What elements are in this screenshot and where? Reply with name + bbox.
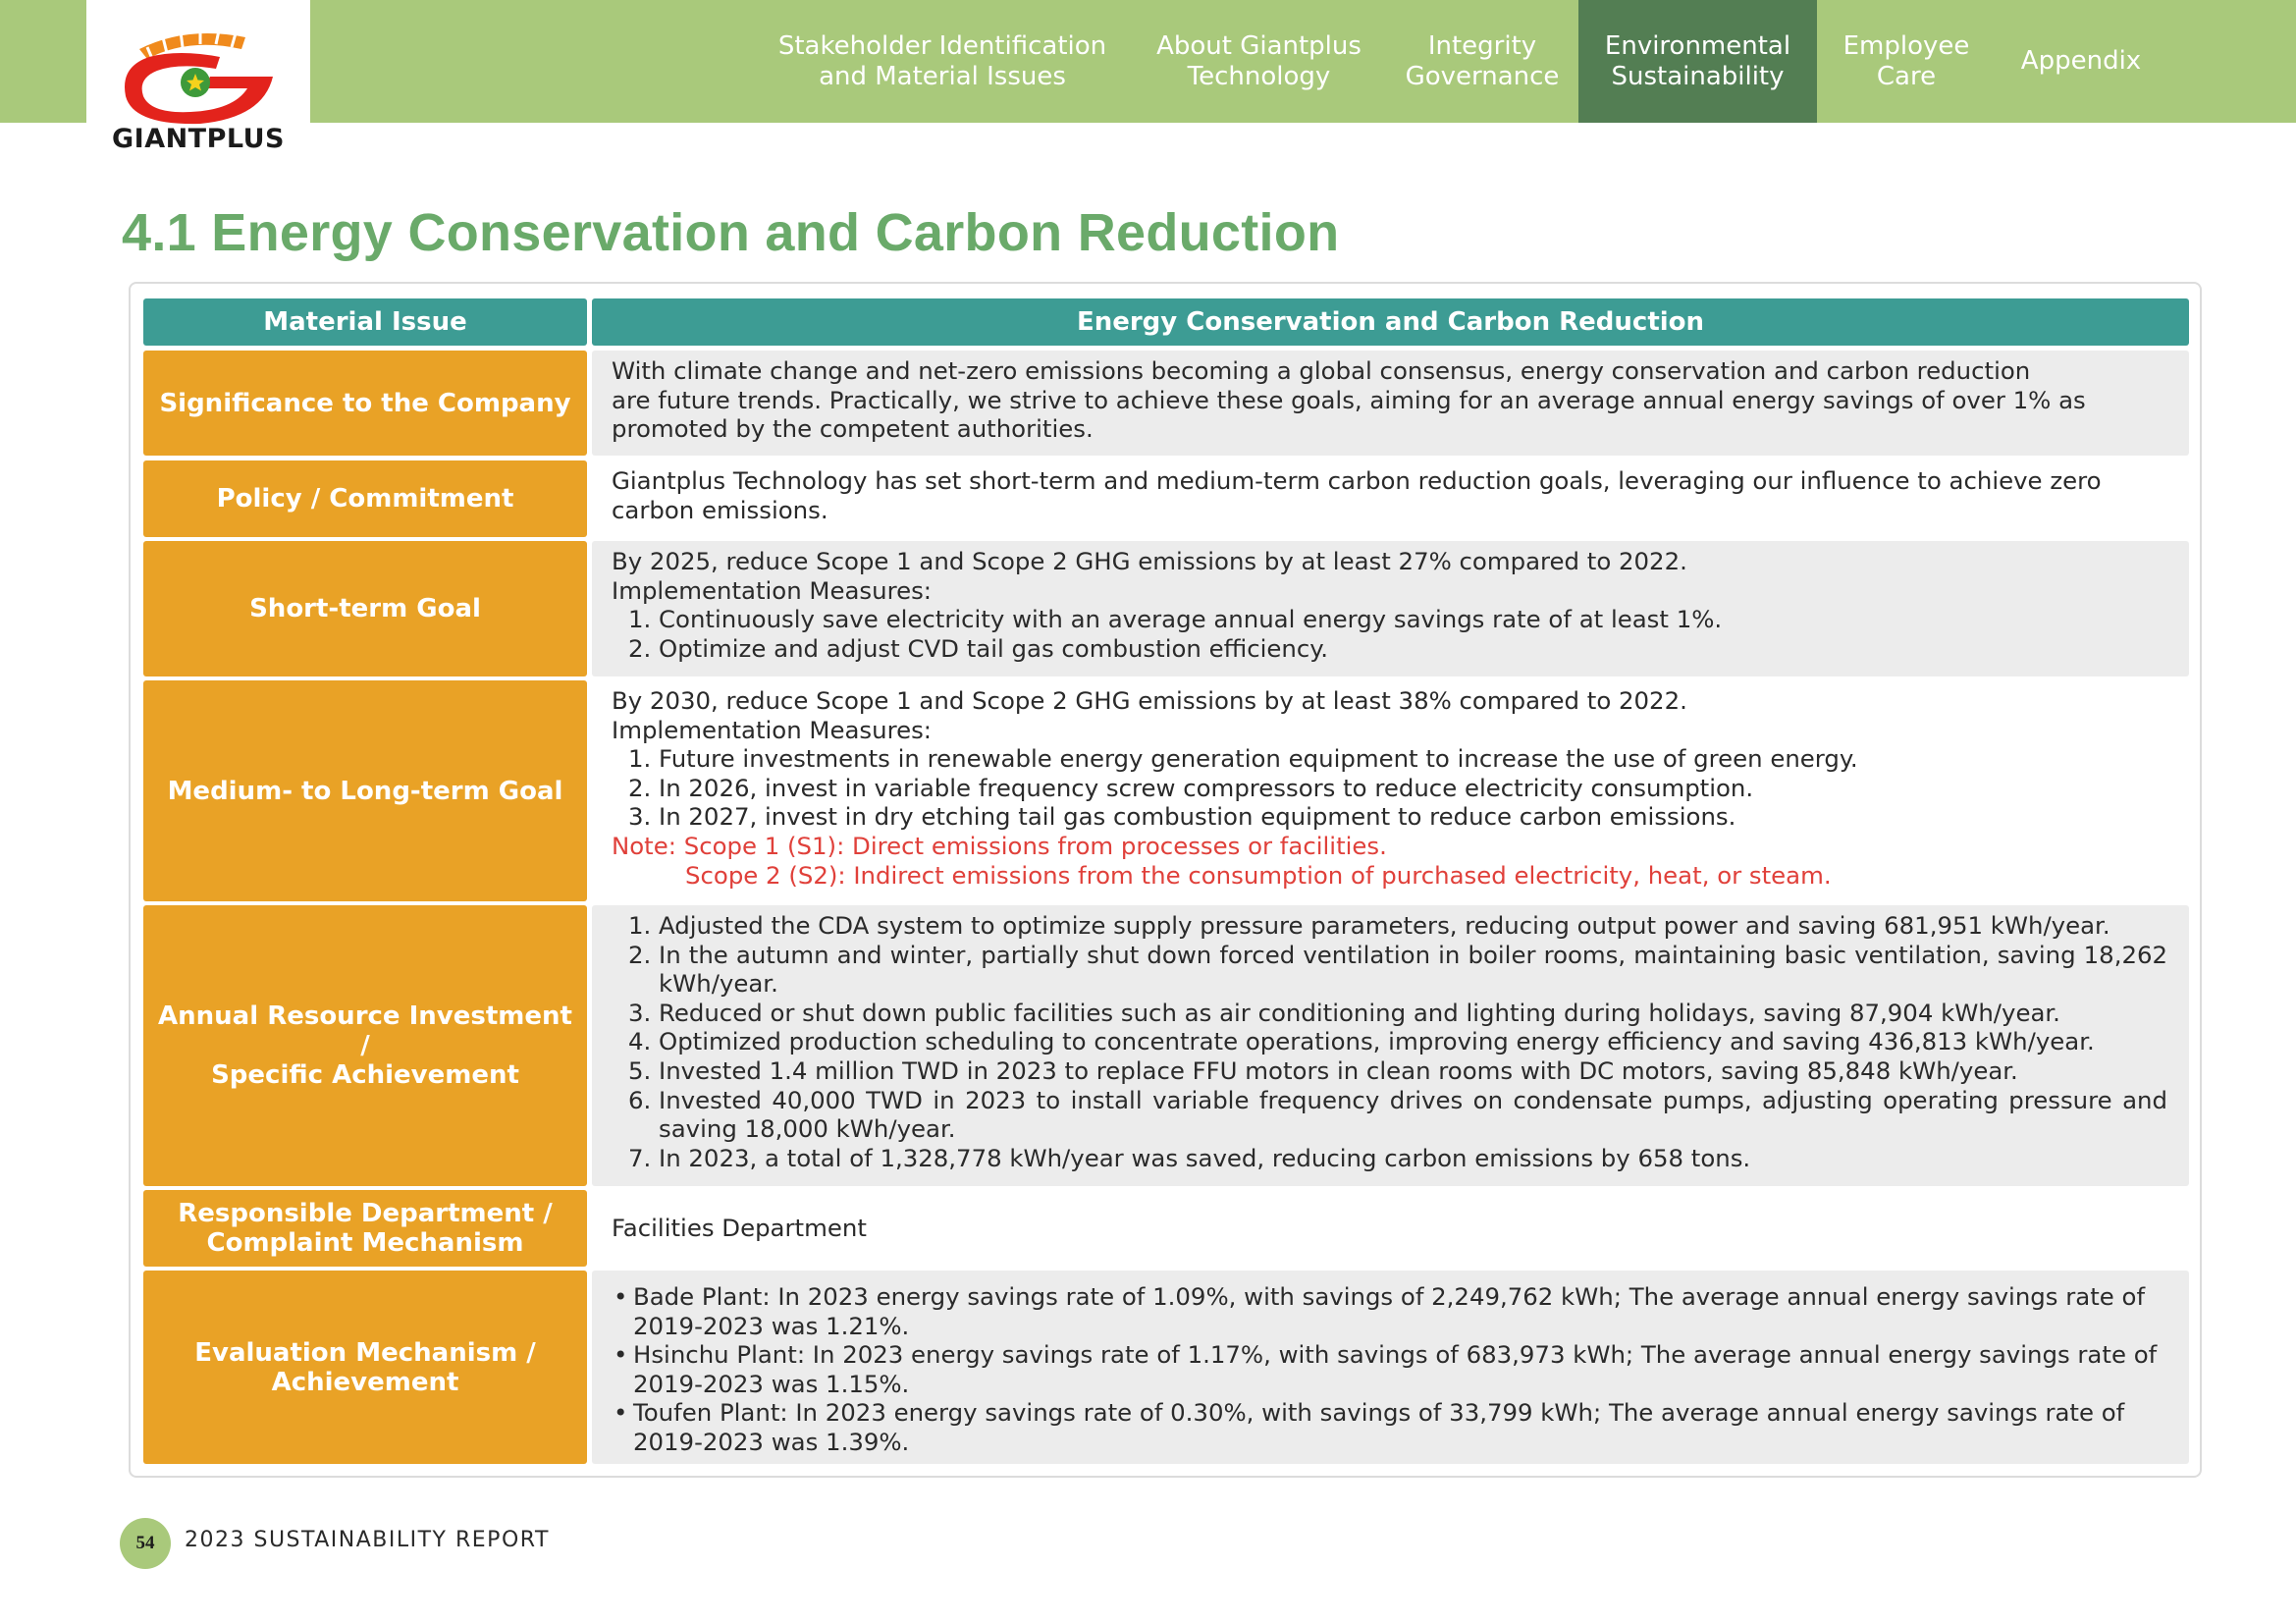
- content-line: Giantplus Technology has set short-term and medium-term carbon reduction goals, leveraging our influence to achieve zero: [612, 466, 2102, 495]
- nav-tab-integrity[interactable]: [1394, 0, 1571, 123]
- label-line: Annual Resource Investment /: [158, 1001, 572, 1060]
- logo-text: GIANTPLUS: [111, 124, 286, 154]
- nav-tab-employee[interactable]: [1828, 0, 1985, 123]
- report-title: 2023 SUSTAINABILITY REPORT: [185, 1528, 550, 1552]
- content-line: are future trends. Practically, we strive to achieve these goals, aiming for an average annual energy savings of over 1% as: [612, 385, 2086, 414]
- row-label-policy: Policy / Commitment: [143, 460, 587, 537]
- nav-label-line: Appendix: [2020, 46, 2142, 76]
- content-line: With climate change and net-zero emissions becoming a global consensus, energy conservation and carbon reduction: [612, 356, 2031, 385]
- list-item: 4. Optimized production scheduling to concentrate operations, improving energy efficiency and saving 436,813 kWh/year.: [659, 1027, 2167, 1056]
- list-item: 2. In the autumn and winter, partially shut down forced ventilation in boiler rooms, maintaining basic ventilation, saving 18,262 kWh/year.: [659, 941, 2167, 999]
- list-item: 7. In 2023, a total of 1,328,778 kWh/year was saved, reducing carbon emissions by 658 tons.: [659, 1144, 2167, 1173]
- giantplus-logo-icon: [118, 27, 280, 126]
- company-logo[interactable]: [86, 0, 310, 157]
- scope-note: Note: Scope 1 (S1): Direct emissions from processes or facilities.: [612, 831, 1387, 860]
- label-line: Evaluation Mechanism /: [194, 1337, 536, 1368]
- nav-label-line: Employee: [1842, 30, 1970, 61]
- page-number-badge: 54: [120, 1518, 171, 1569]
- goal-intro: By 2025, reduce Scope 1 and Scope 2 GHG emissions by at least 27% compared to 2022.: [612, 547, 1687, 575]
- row-content-annual: [592, 905, 2189, 1186]
- nav-label-line: Stakeholder Identification: [777, 30, 1107, 61]
- list-item: 1. Continuously save electricity with an average annual energy savings rate of at least 1%.: [659, 605, 2167, 634]
- nav-label-line: Care: [1876, 61, 1937, 91]
- nav-tab-stakeholder[interactable]: [775, 0, 1109, 123]
- label-line: Achievement: [271, 1367, 459, 1397]
- list-item: • Hsinchu Plant: In 2023 energy savings rate of 1.17%, with savings of 683,973 kWh; The average annual energy savings rate of 2019-2023 was 1.15%.: [633, 1340, 2167, 1398]
- page-title: 4.1 Energy Conservation and Carbon Reduction: [122, 203, 1340, 262]
- measures-title: Implementation Measures:: [612, 575, 933, 605]
- nav-tab-environmental[interactable]: [1578, 0, 1817, 123]
- row-label-evaluation: [143, 1271, 587, 1464]
- label-line: Complaint Mechanism: [206, 1228, 524, 1258]
- list-item: 3. In 2027, invest in dry etching tail gas combustion equipment to reduce carbon emissions.: [659, 802, 2167, 832]
- list-item: 2. Optimize and adjust CVD tail gas combustion efficiency.: [659, 634, 2167, 664]
- content-line: promoted by the competent authorities.: [612, 414, 1094, 444]
- list-item: 5. Invested 1.4 million TWD in 2023 to replace FFU motors in clean rooms with DC motors, saving 85,848 kWh/year.: [659, 1056, 2167, 1086]
- row-content-long-term: [592, 680, 2189, 901]
- department-name: Facilities Department: [612, 1214, 867, 1243]
- row-label-responsible: [143, 1190, 587, 1267]
- row-content-responsible: [592, 1190, 2189, 1267]
- row-content-short-term: [592, 541, 2189, 676]
- row-content-evaluation: [592, 1271, 2189, 1464]
- nav-tab-about[interactable]: [1139, 0, 1379, 123]
- list-item: 2. In 2026, invest in variable frequency screw compressors to reduce electricity consumption.: [659, 774, 2167, 803]
- label-line: Specific Achievement: [211, 1060, 519, 1090]
- row-label-short-term: Short-term Goal: [143, 541, 587, 676]
- nav-label-line: About Giantplus: [1156, 30, 1362, 61]
- content-line: carbon emissions.: [612, 495, 828, 524]
- row-content-significance: [592, 351, 2189, 456]
- table-header-left: Material Issue: [143, 298, 587, 346]
- list-item: 1. Future investments in renewable energy generation equipment to increase the use of green energy.: [659, 744, 2167, 774]
- list-item: 6. Invested 40,000 TWD in 2023 to install variable frequency drives on condensate pumps, adjusting operating pressure and saving 18,000 kWh/year.: [659, 1086, 2167, 1144]
- list-item: • Bade Plant: In 2023 energy savings rate of 1.09%, with savings of 2,249,762 kWh; The average annual energy savings rate of 2019-2023 was 1.21%.: [633, 1282, 2167, 1340]
- nav-label-line: Governance: [1405, 61, 1560, 91]
- table-header-right: Energy Conservation and Carbon Reduction: [592, 298, 2189, 346]
- label-line: Responsible Department /: [178, 1199, 553, 1228]
- row-content-policy: [592, 460, 2189, 537]
- goal-intro: By 2030, reduce Scope 1 and Scope 2 GHG emissions by at least 38% compared to 2022.: [612, 686, 1687, 715]
- list-item: 3. Reduced or shut down public facilities such as air conditioning and lighting during holidays, saving 87,904 kWh/year.: [659, 999, 2167, 1028]
- nav-label-line: Sustainability: [1611, 61, 1785, 91]
- measures-title: Implementation Measures:: [612, 715, 933, 744]
- row-label-significance: Significance to the Company: [143, 351, 587, 456]
- scope-note: Scope 2 (S2): Indirect emissions from the consumption of purchased electricity, heat, or steam.: [685, 860, 1832, 890]
- row-label-annual: [143, 905, 587, 1186]
- nav-label-line: and Material Issues: [819, 61, 1066, 91]
- nav-label-line: Integrity: [1427, 30, 1537, 61]
- nav-label-line: Environmental: [1604, 30, 1791, 61]
- nav-tab-appendix[interactable]: [2002, 0, 2160, 123]
- list-item: • Toufen Plant: In 2023 energy savings rate of 0.30%, with savings of 33,799 kWh; The average annual energy savings rate of 2019-2023 was 1.39%.: [633, 1398, 2167, 1456]
- row-label-long-term: Medium- to Long-term Goal: [143, 680, 587, 901]
- list-item: 1. Adjusted the CDA system to optimize supply pressure parameters, reducing output power and saving 681,951 kWh/year.: [659, 911, 2167, 941]
- nav-label-line: Technology: [1187, 61, 1331, 91]
